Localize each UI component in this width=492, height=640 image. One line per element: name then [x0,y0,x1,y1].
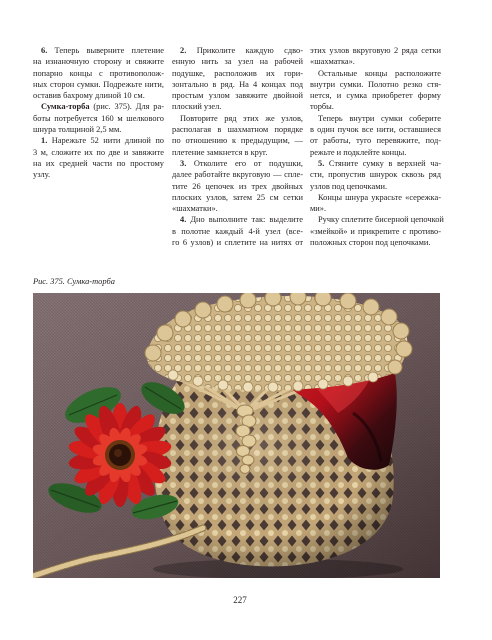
text-line [172,214,303,225]
text-line: Остальные концы расположите [318,68,441,78]
text-line: плетение замкнется в круг. [172,147,268,157]
text-line: шнура толщиной 2,5 мм. [33,125,122,135]
text-line [33,101,164,112]
step-number: 2. [180,46,187,55]
text-line: енную нить за узел на рабочей [172,57,303,67]
page-number: 227 [233,595,247,605]
text-line: этих узлов вкруговую 2 ряда сетки [310,46,441,55]
bag-photo [33,293,440,578]
text-line: оставив бахрому длиной 10 см. [33,91,145,101]
line-text: Приколите каждую сдво- [186,46,303,55]
text-line: располагая в шахматном порядке [172,125,303,135]
text-line: Повторите ряд этих же узлов, [180,113,303,123]
text-line: узлу. [33,170,51,180]
step-number: 3. [180,158,187,168]
line-text: Нарежьте 52 нити длиной по [47,136,164,146]
text-line [172,45,303,56]
text-line: режьте и подклейте концы. [310,147,407,157]
text-line: в один пучок все нити, оставшиеся [310,125,441,135]
text-line: «шахматка». [310,57,355,67]
text-line: го 6 узлов) и сплетите на нитях от [172,238,303,248]
text-line: плоских узлов, затем 25 см сетки [172,192,303,202]
bag-photo-graphic [33,293,440,578]
text-line [33,45,164,56]
text-line: внутри сумки. Полотно резко стя- [310,79,441,89]
text-line [172,158,303,169]
line-text: Отколите его от подушки, [186,158,303,168]
section-title: Сумка-торба [41,102,90,112]
step-number: 5. [318,158,325,168]
text-line: «змейкой» и прикрепите с противо- [310,226,441,236]
text-line: «шахматки». [172,204,218,214]
text-line: сти, пропустив шнурок сквозь ряд [310,170,441,180]
text-line [310,158,441,169]
text-line: Теперь внутри сумки соберите [318,113,441,123]
text-line [33,135,164,146]
text-line: на изнаночную сторону и свяжите [33,57,164,67]
text-line: положных сторон под цепочками. [310,238,431,248]
step-number: 6. [41,46,48,55]
line-text: Дно выполните так: выделите [186,215,303,225]
text-line: Ручку сплетите бисерной цепочкой [318,215,444,225]
text-line: подушке, расположив их гори- [172,68,303,78]
step-number: 1. [41,136,48,146]
step-number: 4. [180,215,187,225]
text-line: нется, и сумка приобретет форму [310,91,441,101]
text-line: Концы шнура украсьте «сережка- [318,192,441,202]
text-line: ных сторон сумки. Подрежьте нити, [33,79,164,89]
text-column-1 [33,45,164,181]
figure-caption: Рис. 375. Сумка-торба [33,277,115,286]
line-text: Стяните сумку в верхней ча- [324,158,441,168]
line-text: (рис. 375). Для ра- [89,102,164,112]
text-line: по отношению к предыдущим, — [172,136,303,146]
text-line: простым узлом завяжите двойной [172,91,303,101]
text-line: на их средней части по простому [33,158,164,168]
text-line: плоский узел. [172,102,222,112]
text-line: попарно концы с противополож- [33,68,164,78]
text-line: зонтально в ряд. На 4 концах под [172,79,303,89]
text-column-3 [310,45,444,248]
text-line: 3 м, сложите их по две и завяжите [33,147,164,157]
text-line: торбы. [310,102,334,112]
text-line: узлов под цепочками. [310,181,388,191]
text-line: от работы, туго перевяжите, под- [310,136,441,146]
text-line: в полотне каждый 4-й узел (все- [172,226,303,236]
line-text: Теперь выверните плетение [47,46,164,55]
text-line: далее работайте вкруговую — спле- [172,170,303,180]
text-line: тите 26 цепочек из трех двойных [172,181,303,191]
text-line: ми». [310,204,327,214]
text-line: боты потребуется 160 м шелкового [33,113,164,123]
text-column-2 [172,45,303,248]
